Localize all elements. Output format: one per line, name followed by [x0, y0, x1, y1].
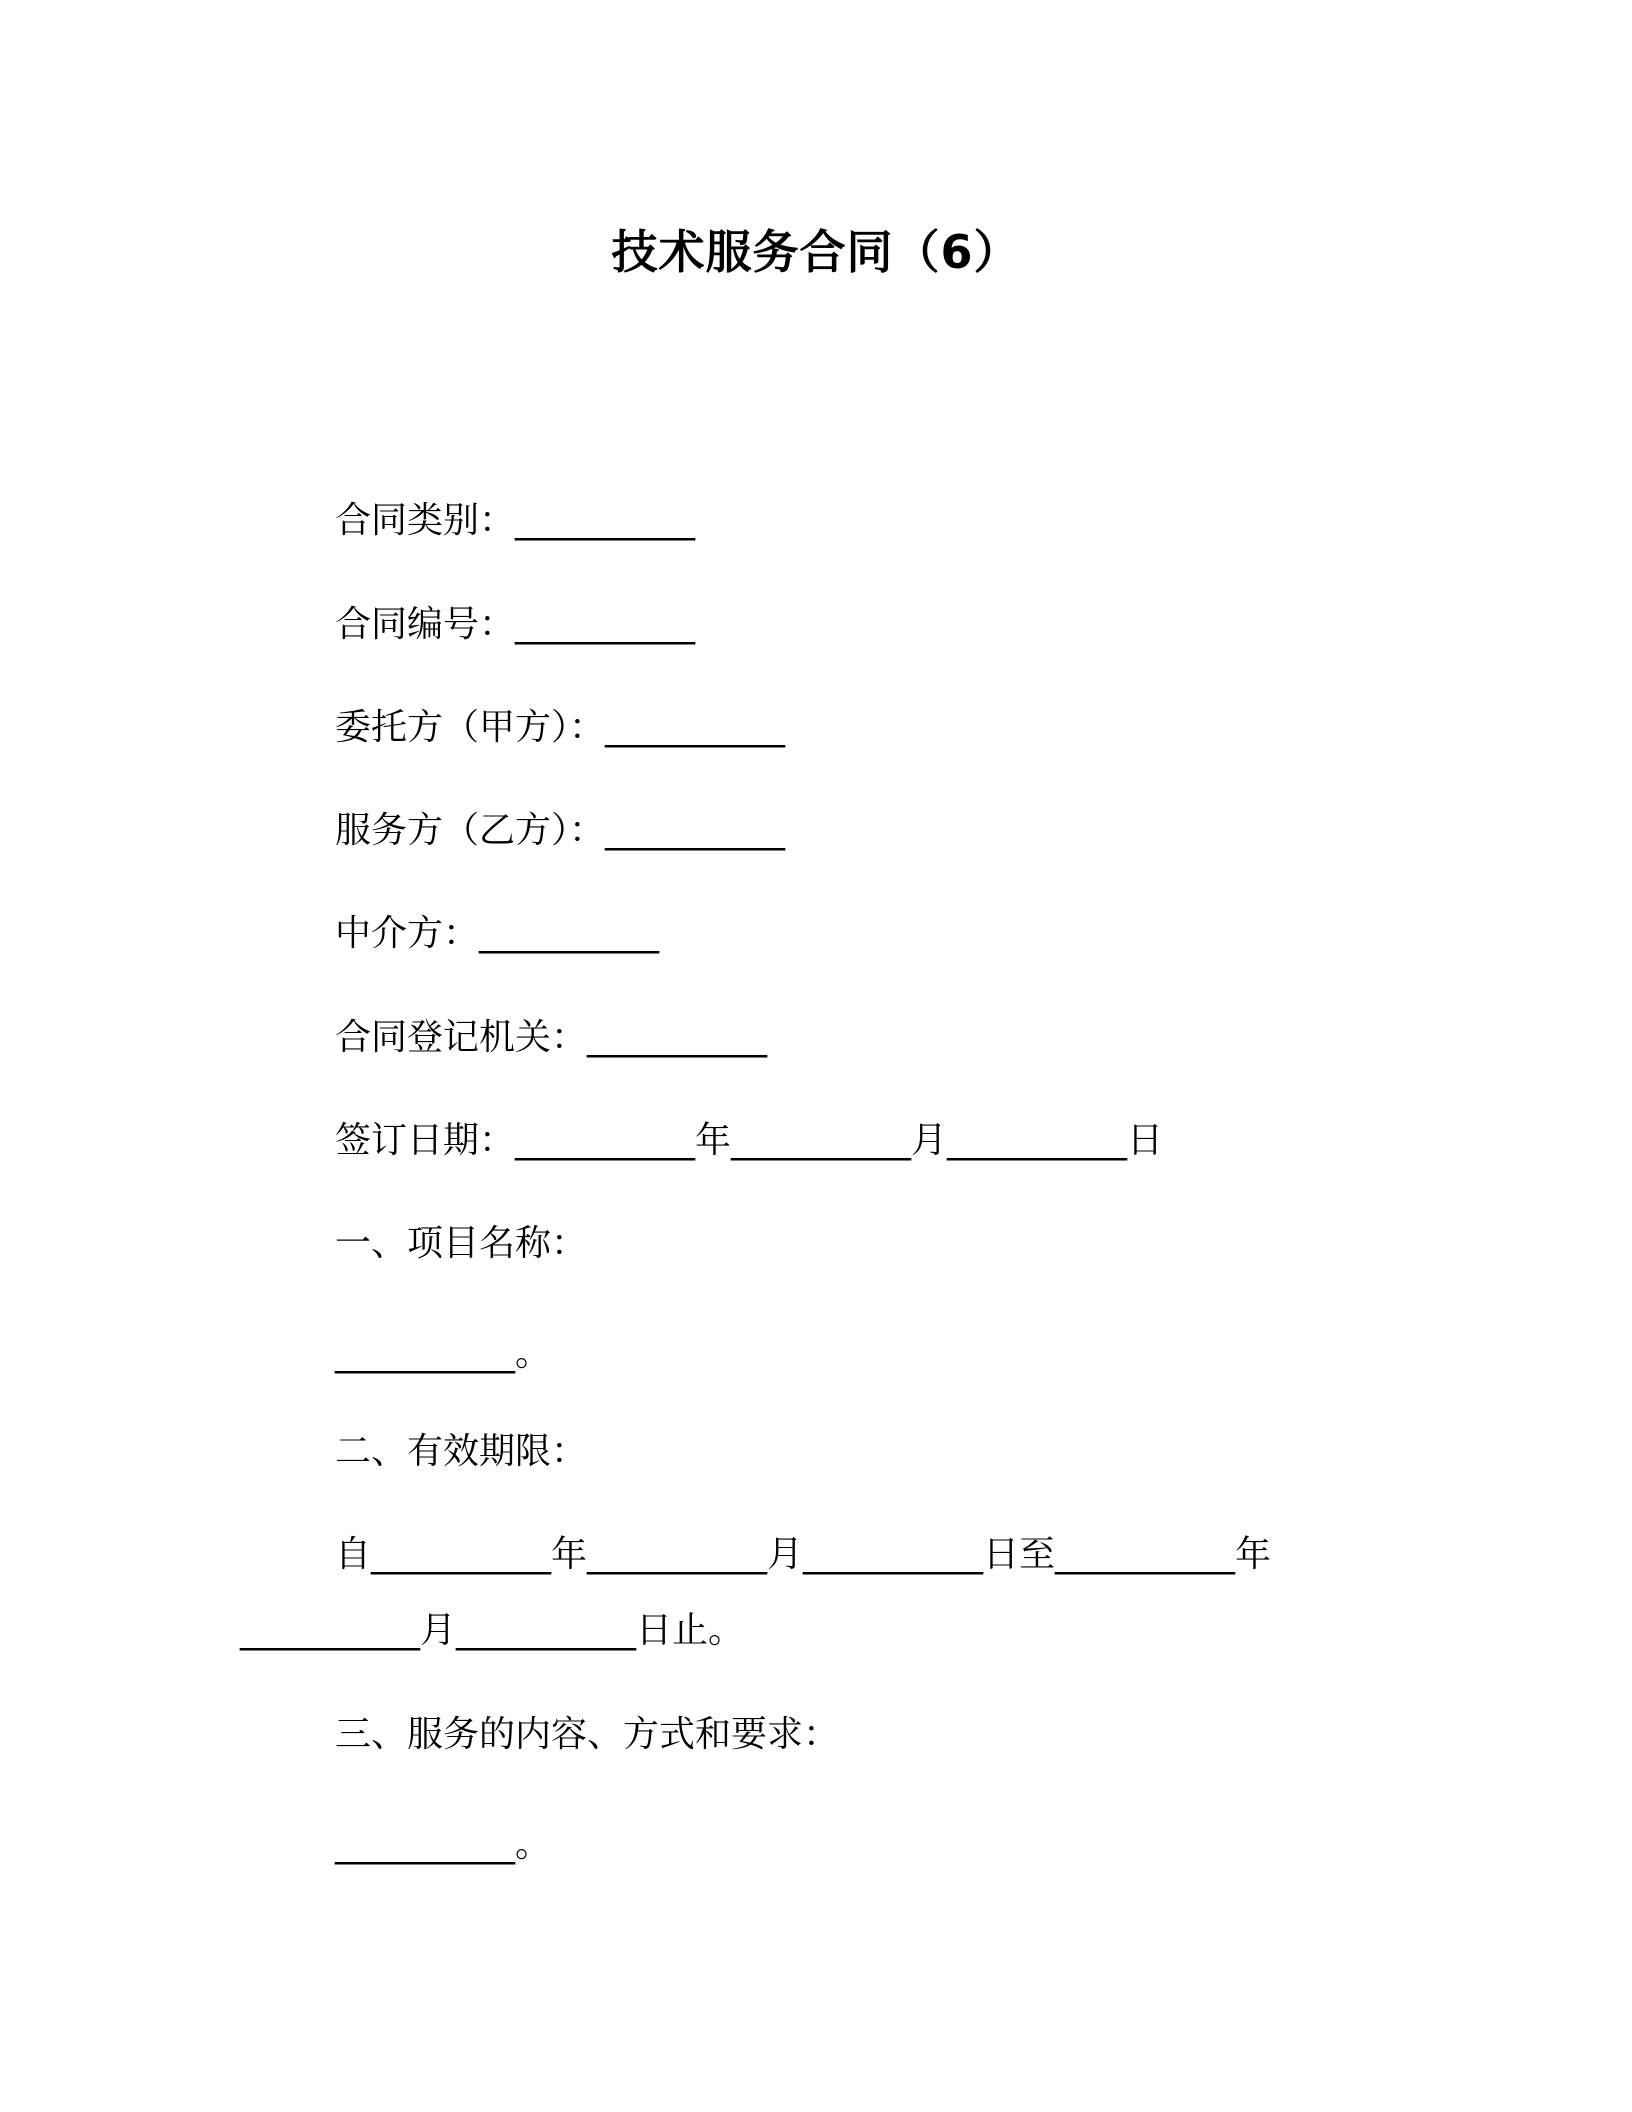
field-party-b: 服务方（乙方）：__________ [335, 810, 786, 851]
field-registration-authority: 合同登记机关：__________ [335, 1017, 768, 1058]
field-contract-number: 合同编号：__________ [335, 604, 696, 645]
section-2-heading: 二、有效期限： [335, 1431, 588, 1472]
section-2-line-2: __________月__________日止。 [240, 1610, 745, 1651]
section-1-heading: 一、项目名称： [335, 1223, 588, 1264]
field-signing-date: 签订日期：__________年__________月__________日 [335, 1120, 1164, 1161]
field-party-a: 委托方（甲方）：__________ [335, 707, 786, 748]
section-3-blank: __________。 [335, 1824, 552, 1865]
section-3-heading: 三、服务的内容、方式和要求： [335, 1714, 840, 1755]
document-title: 技术服务合同（6） [611, 225, 1021, 279]
field-intermediary: 中介方：__________ [335, 913, 660, 954]
section-2-line-1: 自__________年__________月__________日至__________年 [335, 1534, 1271, 1575]
field-contract-category: 合同类别：__________ [335, 500, 696, 541]
section-1-blank: __________。 [335, 1333, 552, 1374]
